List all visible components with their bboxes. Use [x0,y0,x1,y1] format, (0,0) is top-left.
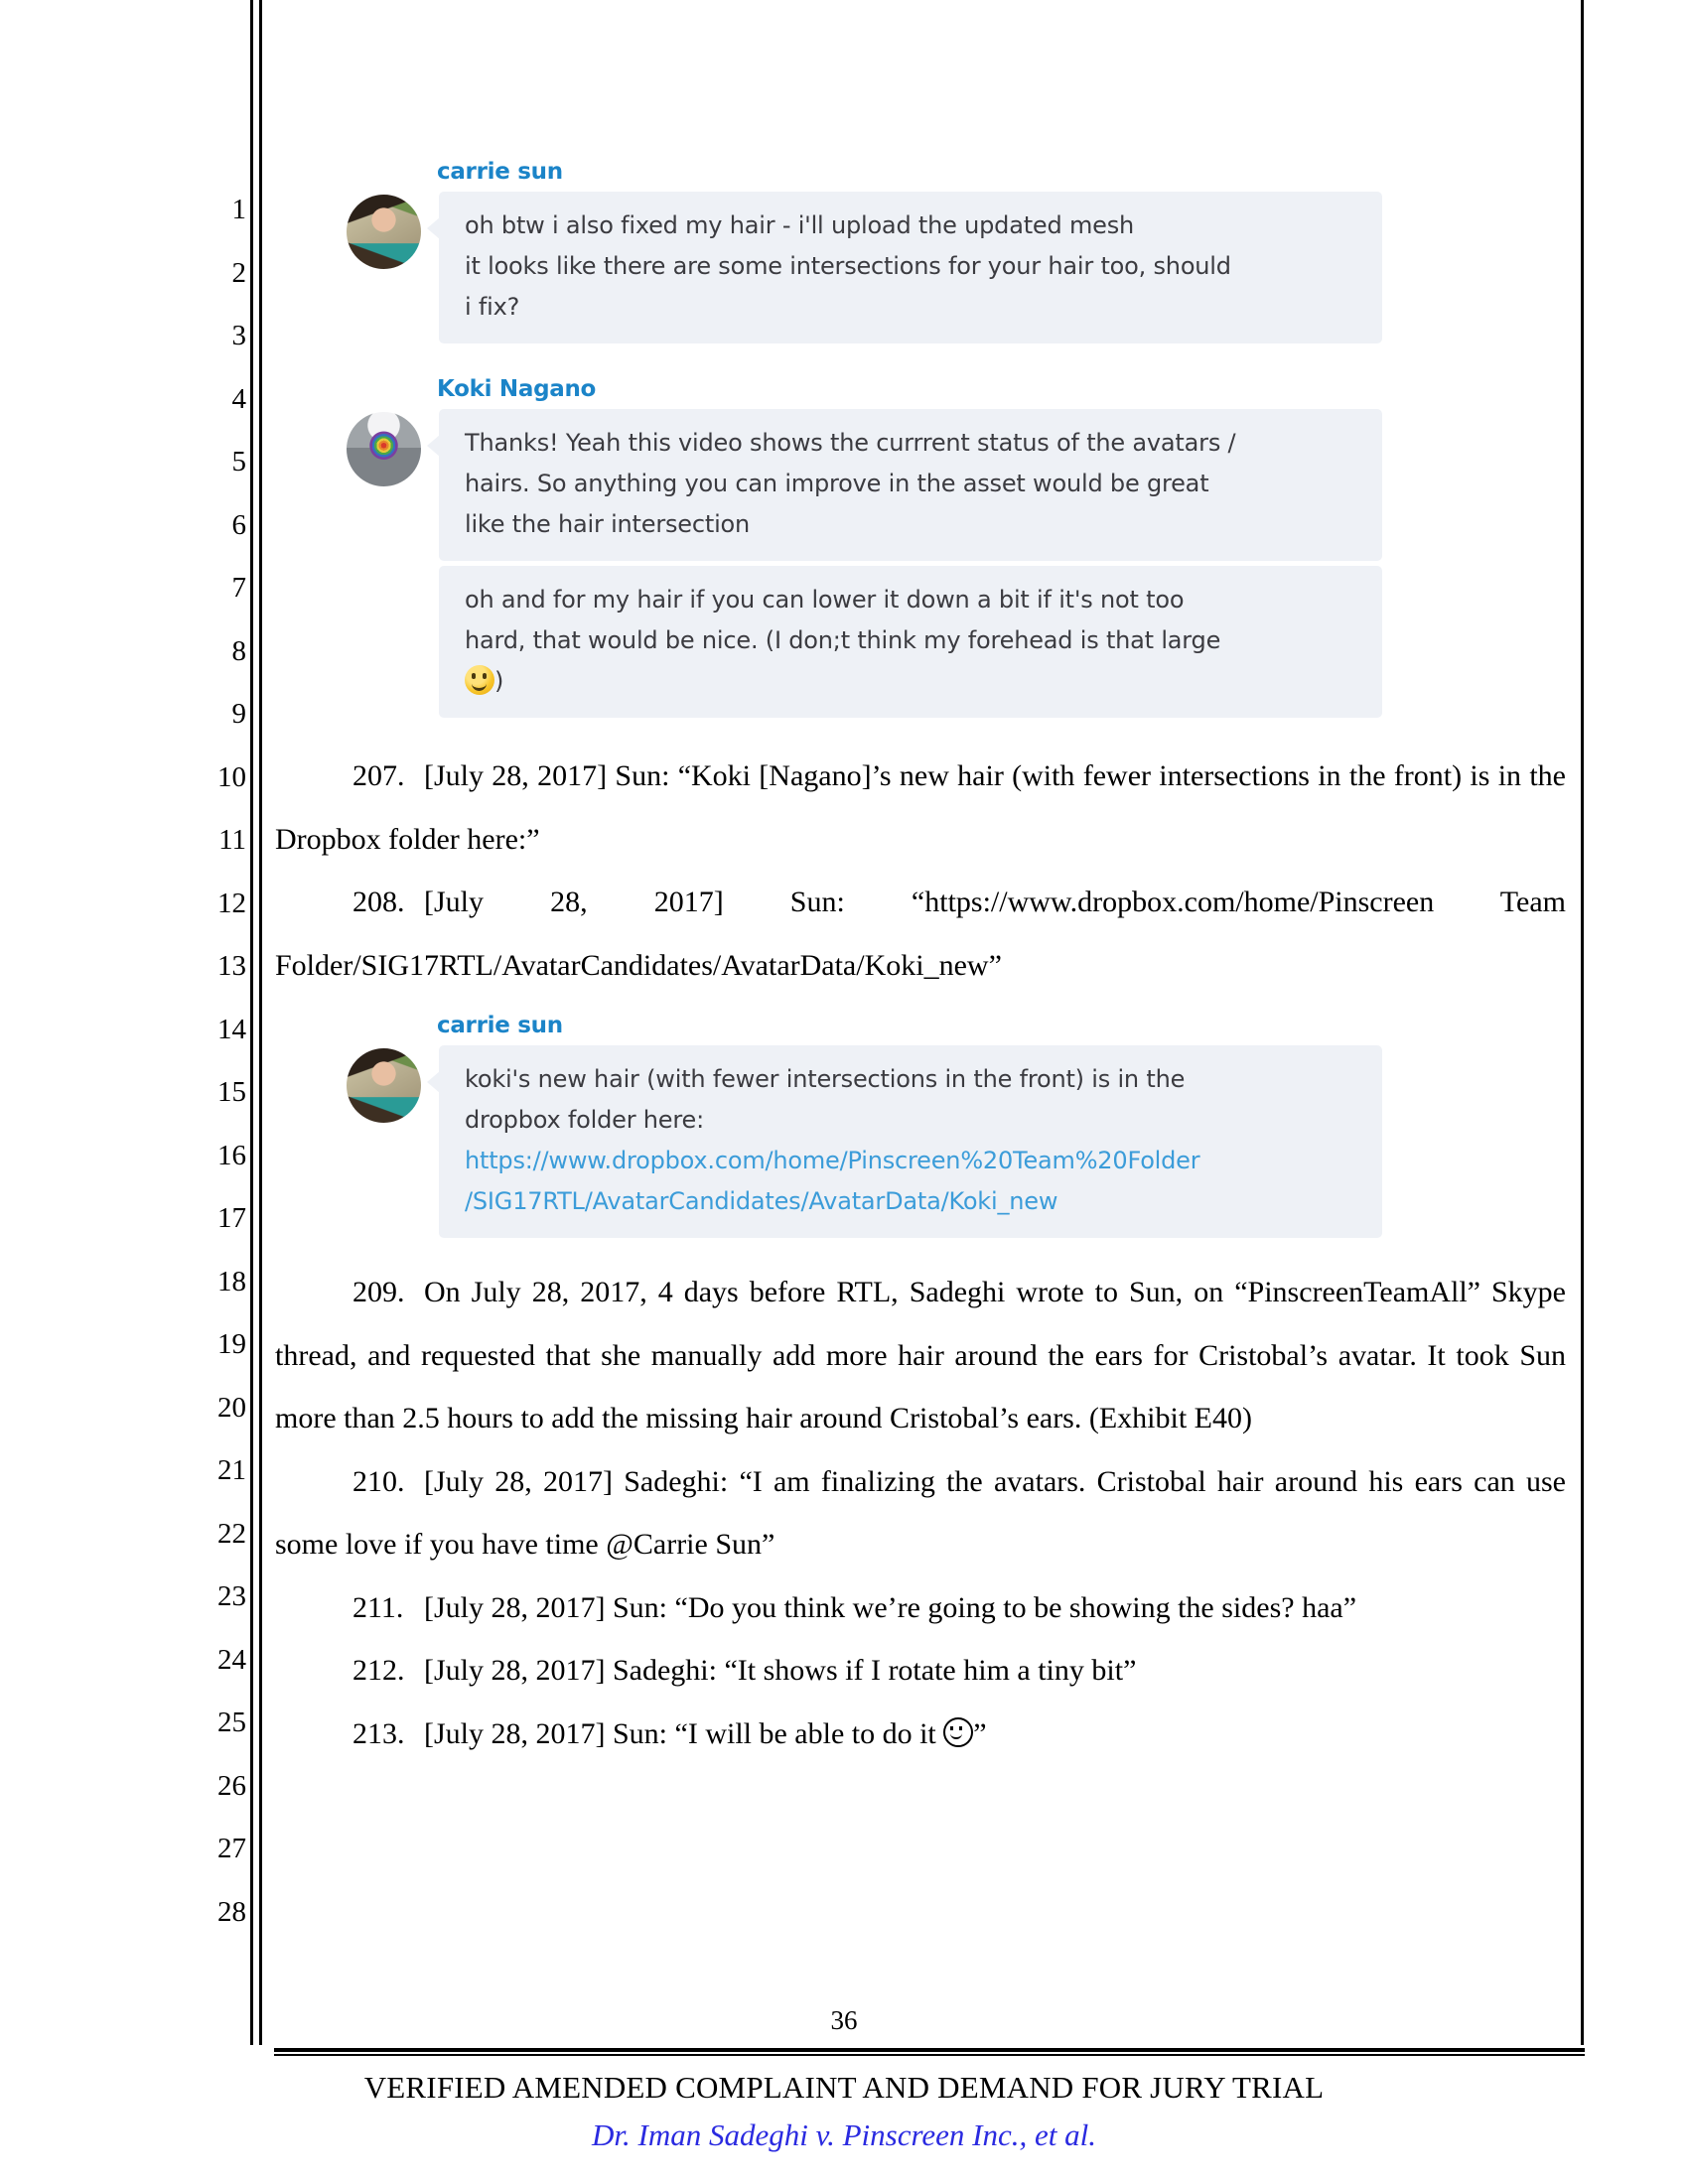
paragraph-209 [275,1261,1566,1450]
chat-row [325,192,1382,348]
paragraph-211 [275,1576,1566,1640]
line-number: 26 [217,1769,246,1802]
line-number: 17 [217,1202,246,1234]
skype-chat-block-1 [325,159,1382,348]
skype-chat-block-2 [325,376,1382,723]
footer-title: VERIFIED AMENDED COMPLAINT AND DEMAND FOR JURY TRIAL [363,2070,1325,2105]
page-content [275,159,1566,1765]
message-line: oh and for my hair if you can lower it down a bit if it's not too [465,586,1185,614]
footer-rule-bottom [274,2054,1585,2056]
line-number: 18 [217,1265,246,1297]
line-number: 3 [231,320,246,351]
chat-row [325,409,1382,723]
paragraph-207 [275,745,1566,871]
paragraph-208 [275,871,1566,997]
paragraph-number: 209. [352,1276,405,1308]
left-margin-rule-inner [259,0,262,2045]
line-number: 11 [218,824,246,856]
paragraph-number: 212. [352,1654,405,1687]
paragraph-number: 207. [352,759,405,792]
chat-sender-name: Koki Nagano [437,376,597,402]
skype-chat-block-3 [325,1013,1382,1243]
line-number-gutter [195,195,246,1960]
line-number: 13 [217,950,246,982]
line-number: 10 [217,760,246,793]
paragraph-text: [July 28, 2017] Sadeghi: “It shows if I rotate him a tiny bit” [424,1654,1137,1687]
chat-message-bubble [439,409,1382,561]
message-line: dropbox folder here: [465,1106,704,1134]
message-line: Thanks! Yeah this video shows the currrent status of the avatars / [465,429,1236,457]
paragraph-212 [275,1639,1566,1703]
message-line: it looks like there are some intersections for your hair too, should [465,252,1231,280]
message-line: like the hair intersection [465,510,751,538]
line-number: 9 [231,698,246,730]
paragraph-text: [July 28, 2017] Sun: “Koki [Nagano]’s new hair (with fewer intersections in the front) is in the Dropbox folder here:” [275,759,1566,856]
message-line: i fix? [465,293,520,321]
message-line-with-emoji [465,661,1356,702]
bubble-group [439,1045,1382,1243]
line-number: 20 [217,1391,246,1424]
line-number: 19 [217,1328,246,1360]
bubble-group [439,409,1382,723]
dropbox-link[interactable]: https://www.dropbox.com/home/Pinscreen%20Team%20Folder [465,1147,1200,1174]
line-number: 15 [217,1076,246,1108]
paragraph-number: 211. [352,1590,404,1624]
line-number: 7 [231,572,246,604]
line-number: 21 [217,1454,246,1486]
paragraph-text: [July 28, 2017] Sun: “https://www.dropbox.com/home/Pinscreen Team Folder/SIG17RTL/AvatarCandidates/AvatarData/Koki_new” [275,886,1566,982]
message-line: koki's new hair (with fewer intersections in the front) is in the [465,1065,1186,1093]
message-line: hairs. So anything you can improve in the asset would be great [465,470,1209,497]
carrie-avatar [347,1048,421,1123]
message-line: hard, that would be nice. (I don;t think my forehead is that large [465,626,1221,654]
chat-message-bubble [439,192,1382,343]
message-line: oh btw i also fixed my hair - i'll upload the updated mesh [465,211,1135,239]
line-number: 22 [217,1517,246,1550]
line-number: 1 [231,194,246,225]
paragraph-213 [275,1703,1566,1766]
chat-message-bubble [439,1045,1382,1238]
line-number: 25 [217,1706,246,1738]
line-number: 16 [217,1139,246,1171]
line-number: 23 [217,1580,246,1612]
paragraph-text: On July 28, 2017, 4 days before RTL, Sadeghi wrote to Sun, on “PinscreenTeamAll” Skype thread, and requested that she manually add more hair around the ears for Cristobal’s avatar. It took Sun more than 2.5 hours to add the missing hair around Cristobal’s ears. (Exhibit E40) [275,1276,1566,1434]
message-trailing-text: ) [494,667,504,695]
line-number: 28 [217,1895,246,1928]
dropbox-link-continuation[interactable]: /SIG17RTL/AvatarCandidates/AvatarData/Koki_new [465,1187,1058,1215]
line-number: 5 [231,446,246,478]
paragraph-210 [275,1450,1566,1576]
paragraph-text-prefix: [July 28, 2017] Sun: “I will be able to do it [424,1716,944,1750]
carrie-avatar [347,195,421,269]
chat-sender-name: carrie sun [437,1013,563,1038]
smiling-face-emoji [943,1717,973,1747]
paragraph-number: 213. [352,1716,405,1750]
page-number: 36 [830,2005,858,2035]
line-number: 4 [231,382,246,415]
line-number: 2 [231,256,246,289]
paragraph-text: [July 28, 2017] Sadeghi: “I am finalizing the avatars. Cristobal hair around his ears can use some love if you have time @Carrie Sun” [275,1464,1566,1561]
line-number: 6 [231,508,246,541]
line-number: 24 [217,1643,246,1676]
line-number: 27 [217,1833,246,1864]
line-number: 14 [217,1013,246,1045]
paragraph-number: 208. [352,886,405,918]
footer-case-caption: Dr. Iman Sadeghi v. Pinscreen Inc., et al. [592,2117,1096,2152]
paragraph-number: 210. [352,1464,405,1498]
line-number: 8 [231,634,246,667]
chat-row [325,1045,1382,1243]
footer-rule-top [274,2048,1585,2052]
paragraph-text: [July 28, 2017] Sun: “Do you think we’re going to be showing the sides? haa” [424,1590,1357,1624]
chat-message-bubble [439,566,1382,718]
left-margin-rule-outer [250,0,253,2045]
right-margin-rule [1581,0,1584,2045]
line-number: 12 [217,887,246,919]
koki-avatar [347,412,421,486]
bubble-group [439,192,1382,348]
smiling-face-emoji [465,665,494,695]
chat-sender-name: carrie sun [437,159,563,185]
paragraph-text-suffix: ” [973,1716,987,1750]
